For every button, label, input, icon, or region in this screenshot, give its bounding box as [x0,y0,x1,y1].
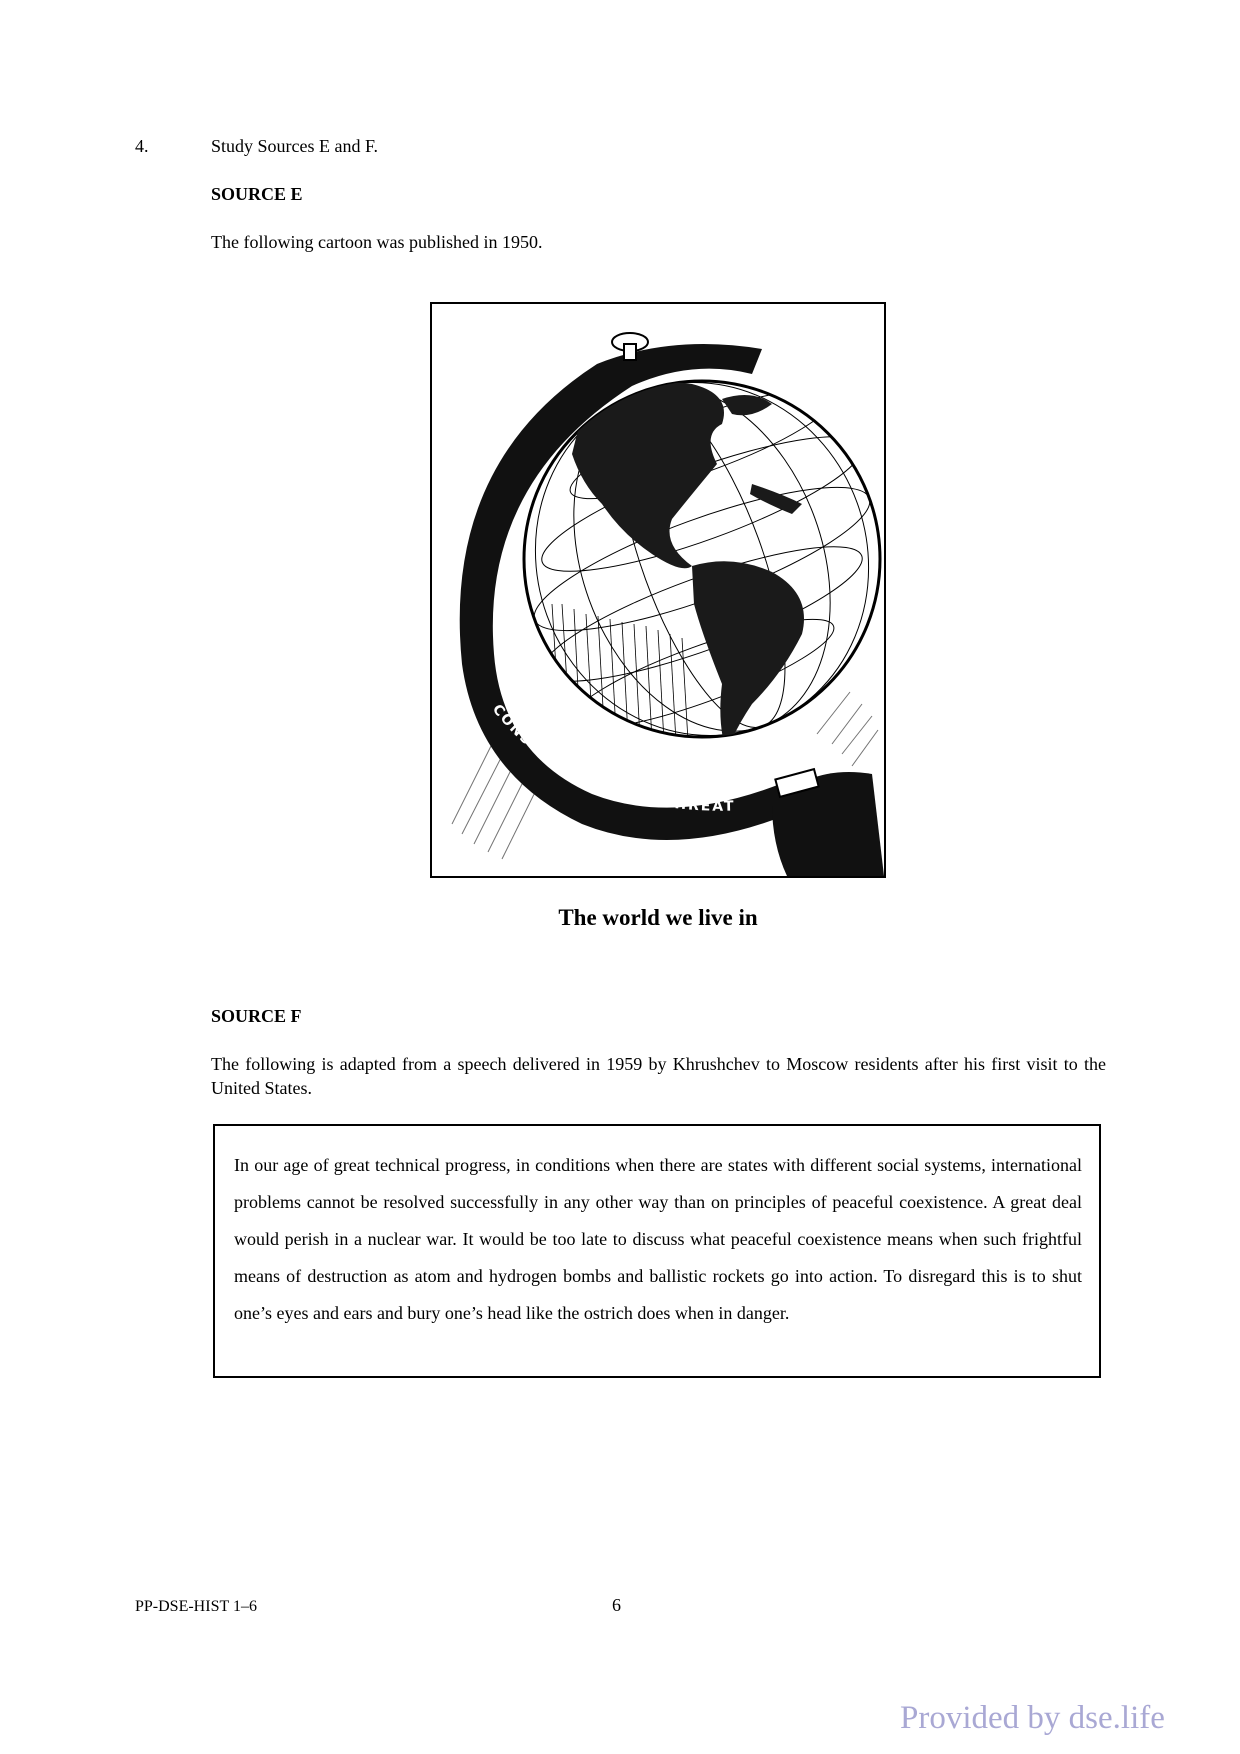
page-number: 6 [612,1595,621,1615]
source-e-heading: SOURCE E [211,184,303,204]
cartoon-caption: The world we live in [558,905,758,930]
source-e-intro: The following cartoon was published in 1950. [211,232,543,252]
cartoon-image [430,302,886,878]
paper-code: PP-DSE-HIST 1–6 [135,1598,257,1615]
question-number: 4. [135,136,149,156]
speech-quote: In our age of great technical progress, in conditions when there are states with different social systems, international problems cannot be resolved successfully in any other way than on principles of peaceful coexistence. A great deal would perish in a nuclear war. It would be too late to discuss what peaceful coexistence means when such frightful means of destruction as atom and hydrogen bombs and ballistic rockets go into action. To disregard this is to shut one’s eyes and ears and bury one’s head like the ostrich does when in danger. [234,1155,1082,1323]
source-f-intro: The following is adapted from a speech delivered in 1959 by Khrushchev to Moscow residents after his first visit to the United States. [211,1054,1106,1098]
speech-quote-box [213,1124,1101,1378]
question-instruction: Study Sources E and F. [211,136,379,156]
cartoon-label: CONSTANT RED WAR THREAT [488,701,736,815]
source-f-heading: SOURCE F [211,1006,302,1026]
watermark-link[interactable]: Provided by dse.life [900,1700,1165,1736]
